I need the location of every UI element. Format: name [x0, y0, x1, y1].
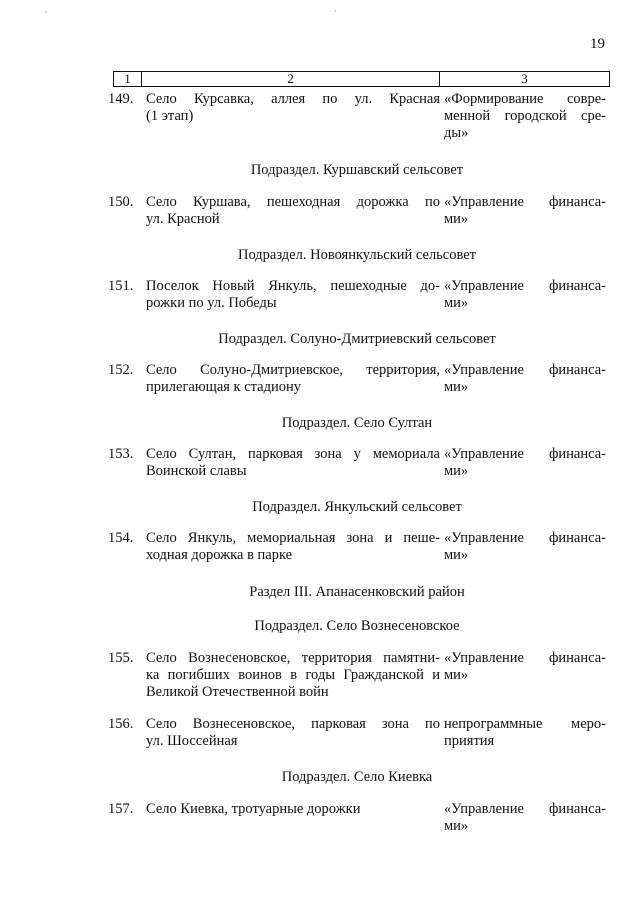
entry-program-line: «Управление финанса-: [444, 446, 606, 462]
entry-program-line: «Управление финанса-: [444, 530, 606, 546]
entry-program: [444, 91, 606, 159]
subsection-heading: Подраздел. Солуно-Дмитриевский сельсовет: [218, 331, 496, 347]
entry-description-line: Село Янкуль, мемориальная зона и пеше-: [146, 530, 440, 546]
subsection-heading: Подраздел. Янкульский сельсовет: [252, 499, 462, 515]
entry-description: [146, 801, 440, 835]
entry-program-line: «Управление финанса-: [444, 194, 606, 210]
entry-number: 149.: [108, 91, 134, 107]
entry-description-line: Село Куршава, пешеходная дорожка по: [146, 194, 440, 210]
entry-description-line: Воинской славы: [146, 463, 247, 479]
entry-description: [146, 446, 440, 497]
entry-number: 153.: [108, 446, 134, 462]
column-header-3: 3: [440, 72, 610, 87]
entry-program-line: ми»: [444, 295, 469, 311]
entry-description-line: (1 этап): [146, 108, 194, 124]
entry-program: [444, 650, 606, 701]
entry-number: 152.: [108, 362, 134, 378]
entry-number: 150.: [108, 194, 134, 210]
entry-number: 151.: [108, 278, 134, 294]
entry-description-line: Село Курсавка, аллея по ул. Красная: [146, 91, 440, 107]
subsection-heading: Подраздел. Село Султан: [281, 415, 433, 431]
entry-program-line: ды»: [444, 125, 469, 141]
column-header-1: 1: [114, 72, 142, 87]
entry-program-line: приятия: [444, 733, 495, 749]
entry-program: [444, 801, 606, 852]
entry-program-line: «Управление финанса-: [444, 650, 606, 666]
entry-number: 157.: [108, 801, 134, 817]
entry-program-line: ми»: [444, 667, 469, 683]
entry-description-line: ул. Красной: [146, 211, 220, 227]
entry-number: 155.: [108, 650, 134, 666]
entry-program-line: «Формирование совре-: [444, 91, 606, 107]
entry-program: [444, 194, 606, 245]
entry-description-line: рожки по ул. Победы: [146, 295, 277, 311]
entry-program: [444, 362, 606, 413]
entry-program-line: непрограммные меро-: [444, 716, 606, 732]
entry-program-line: «Управление финанса-: [444, 362, 606, 378]
entry-description: [146, 194, 440, 245]
entry-description-line: Село Вознесеновское, парковая зона по: [146, 716, 440, 732]
column-header-2: 2: [142, 72, 440, 87]
entry-description-line: прилегающая к стадиону: [146, 379, 302, 395]
page-number: 19: [590, 36, 605, 52]
entry-description-line: Село Киевка, тротуарные дорожки: [146, 801, 361, 817]
subsection-heading: Подраздел. Село Вознесеновское: [254, 618, 460, 634]
entry-description-line: Поселок Новый Янкуль, пешеходные до-: [146, 278, 440, 294]
entry-program-line: «Управление финанса-: [444, 801, 606, 817]
subsection-heading: Подраздел. Куршавский сельсовет: [250, 162, 464, 178]
entry-description: [146, 530, 440, 581]
entry-description-line: Село Солуно-Дмитриевское, территория,: [146, 362, 440, 378]
entry-description: [146, 362, 440, 413]
entry-program-line: ми»: [444, 818, 469, 834]
entry-program: [444, 716, 606, 767]
entry-program-line: ми»: [444, 547, 469, 563]
scan-mark-2: ·: [334, 7, 337, 16]
entry-program-line: «Управление финанса-: [444, 278, 606, 294]
entry-program-line: менной городской сре-: [444, 108, 606, 124]
entry-description: [146, 716, 440, 767]
entry-number: 154.: [108, 530, 134, 546]
entry-description: [146, 91, 440, 142]
subsection-heading: Подраздел. Село Киевка: [281, 769, 433, 785]
entry-program-line: ми»: [444, 379, 469, 395]
subsection-heading: Подраздел. Новоянкульский сельсовет: [237, 247, 477, 263]
entry-program: [444, 278, 606, 329]
entry-description-line: ул. Шоссейная: [146, 733, 238, 749]
entry-description-line: ка погибших воинов в годы Гражданской и: [146, 667, 440, 683]
entry-description: [146, 278, 440, 329]
entry-description-line: Село Вознесеновское, территория памятни-: [146, 650, 440, 666]
entry-description-line: Село Султан, парковая зона у мемориала: [146, 446, 440, 462]
entry-program-line: ми»: [444, 211, 469, 227]
scan-mark-1: ·: [45, 8, 48, 17]
subsection-heading: Раздел III. Апанасенковский район: [249, 584, 465, 600]
column-header-table: [113, 71, 610, 87]
entry-program: [444, 446, 606, 497]
entry-program: [444, 530, 606, 581]
entry-description-line: ходная дорожка в парке: [146, 547, 293, 563]
entry-description: [146, 650, 440, 718]
entry-number: 156.: [108, 716, 134, 732]
entry-description-line: Великой Отечественной войн: [146, 684, 329, 700]
entry-program-line: ми»: [444, 463, 469, 479]
